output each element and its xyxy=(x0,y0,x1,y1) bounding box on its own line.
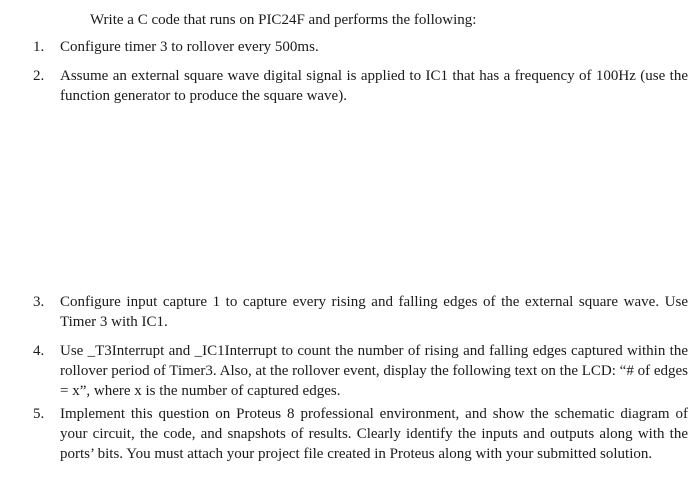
item-number: 2. xyxy=(33,68,45,84)
item-number: 4. xyxy=(33,343,45,359)
item-text: Use _T3Interrupt and _IC1Interrupt to count the number of rising and falling edges captured within the rollover period of Timer3. Also, at the rollover event, display the following text on the LCD: “# of edges = x”, where x is the number of captured edges. xyxy=(60,343,688,399)
intro-text: Write a C code that runs on PIC24F and performs the following: xyxy=(90,12,477,28)
item-number: 5. xyxy=(33,406,45,422)
item-text: Configure input capture 1 to capture every rising and falling edges of the external square wave. Use Timer 3 with IC1. xyxy=(60,294,688,330)
item-number: 3. xyxy=(33,294,45,310)
item-text: Assume an external square wave digital signal is applied to IC1 that has a frequency of 100Hz (use the function generator to produce the square wave). xyxy=(60,68,688,104)
item-text: Implement this question on Proteus 8 professional environment, and show the schematic diagram of your circuit, the code, and snapshots of results. Clearly identify the inputs and outputs along with the ports’ bits. You must attach your project file created in Proteus along with your submitted solution. xyxy=(60,406,688,462)
item-text: Configure timer 3 to rollover every 500ms. xyxy=(60,39,319,55)
item-number: 1. xyxy=(33,39,45,55)
